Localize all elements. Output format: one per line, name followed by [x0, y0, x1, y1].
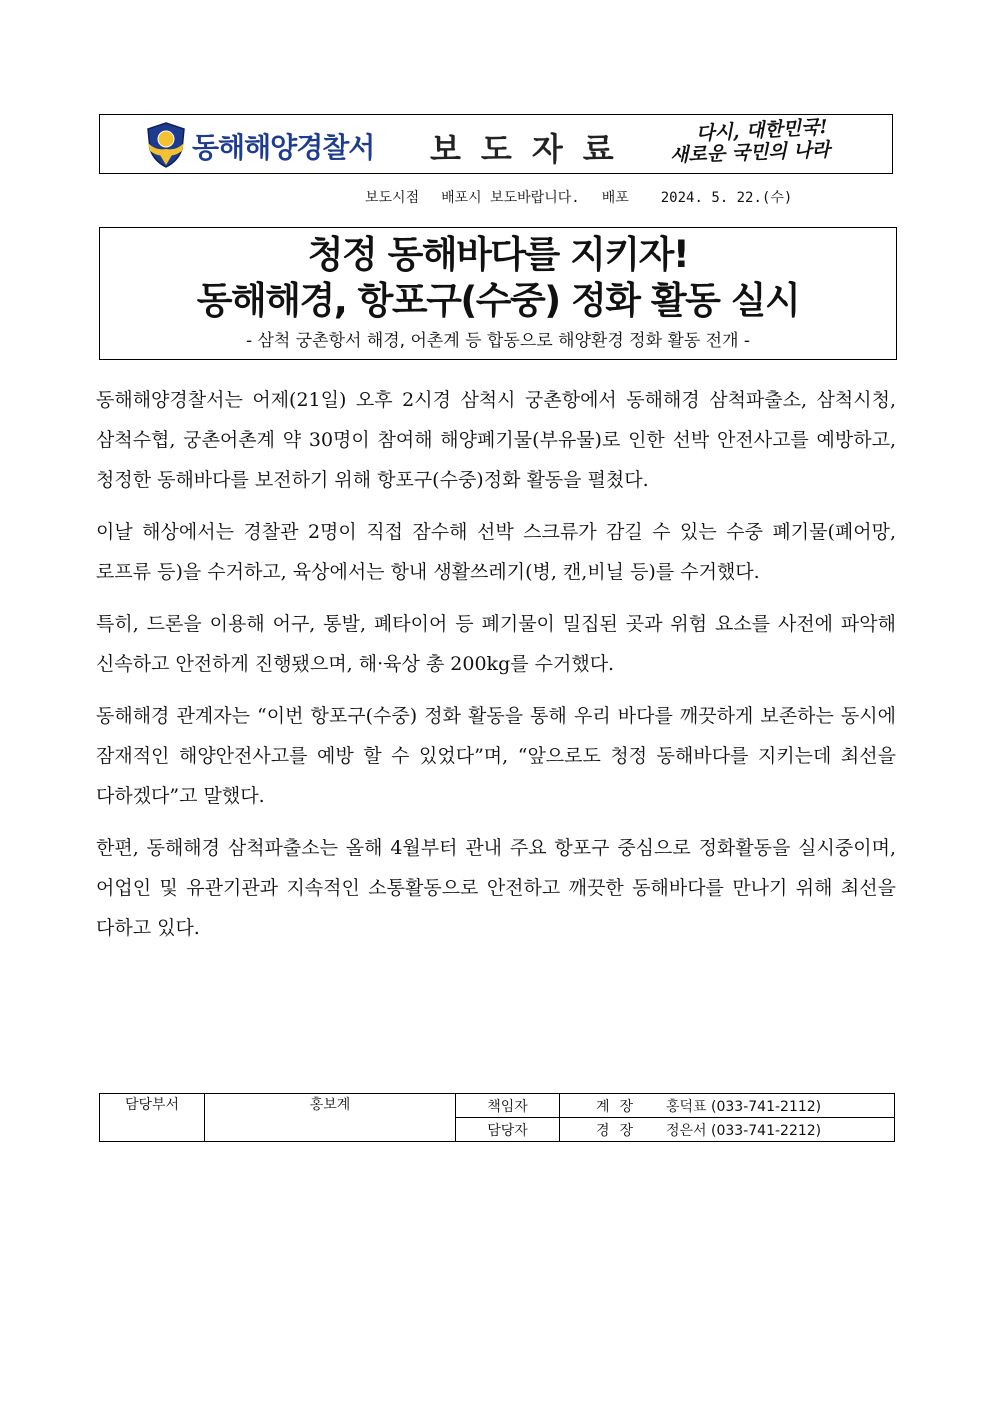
- contact-table: [99, 1093, 895, 1142]
- contact-rank: 경장: [596, 1122, 644, 1139]
- distribution-label: 배포: [601, 190, 629, 206]
- org-name: 동해해양경찰서: [192, 131, 375, 164]
- contact-person: [560, 1118, 895, 1142]
- press-release-label: 보도자료: [430, 130, 634, 168]
- contact-person: [560, 1094, 895, 1118]
- release-info: [365, 187, 792, 207]
- release-timing-value: 배포시 보도바랍니다.: [441, 190, 580, 206]
- body-paragraph: 동해해경 관계자는 “이번 항포구(수중) 정화 활동을 통해 우리 바다를 깨끗하게 보존하는 동시에 잠재적인 해양안전사고를 예방 할 수 있었다”며, “앞으로도 청정 동해바다를 지키는데 최선을 다하겠다”고 말했다.: [96, 705, 896, 807]
- slogan-line-1: 다시, 대한민국!: [695, 115, 829, 145]
- contact-role: 책임자: [456, 1094, 560, 1118]
- body-paragraph: 한편, 동해해경 삼척파출소는 올해 4월부터 관내 주요 항포구 중심으로 정화활동을 실시중이며, 어업인 및 유관기관과 지속적인 소통활동으로 안전하고 깨끗한 동해바다를 만나기 위해 최선을 다하고 있다.: [96, 837, 896, 939]
- coast-guard-emblem-icon: [144, 121, 188, 169]
- body-paragraph: 특히, 드론을 이용해 어구, 통발, 폐타이어 등 폐기물이 밀집된 곳과 위험 요소를 사전에 파악해 신속하고 안전하게 진행됐으며, 해·육상 총 200kg를 수거했다.: [96, 613, 896, 675]
- headline-box: [99, 227, 897, 360]
- subheadline: - 삼척 궁촌항서 해경, 어촌계 등 합동으로 해양환경 정화 활동 전개 -: [245, 331, 751, 351]
- dept-label: 담당부서: [100, 1094, 205, 1142]
- dept-value: 홍보계: [205, 1094, 456, 1142]
- release-timing-label: 보도시점: [365, 190, 420, 206]
- contact-role: 담당자: [456, 1118, 560, 1142]
- release-date: 2024. 5. 22.(수): [660, 190, 793, 206]
- slogan: [669, 115, 870, 167]
- headline-line-1: 청정 동해바다를 지키자!: [307, 233, 689, 276]
- headline-line-2: 동해해경, 항포구(수중) 정화 활동 실시: [196, 279, 800, 322]
- contact-rank: 계장: [596, 1098, 644, 1115]
- contact-name-phone: 홍덕표 (033-741-2112): [666, 1098, 822, 1115]
- contact-name-phone: 정은서 (033-741-2212): [666, 1122, 822, 1139]
- slogan-line-2: 새로운 국민의 나라: [669, 138, 831, 167]
- table-row: [100, 1094, 895, 1118]
- press-release-header: [99, 114, 893, 174]
- article-body: [96, 380, 896, 960]
- body-paragraph: 동해해양경찰서는 어제(21일) 오후 2시경 삼척시 궁촌항에서 동해해경 삼척파출소, 삼척시청, 삼척수협, 궁촌어촌계 약 30명이 참여해 해양폐기물(부유물)로 인한 선박 안전사고를 예방하고, 청정한 동해바다를 보전하기 위해 항포구(수중)정화 활동을 펼쳤다.: [96, 389, 896, 491]
- body-paragraph: 이날 해상에서는 경찰관 2명이 직접 잠수해 선박 스크류가 감길 수 있는 수중 폐기물(폐어망, 로프류 등)을 수거하고, 육상에서는 항내 생활쓰레기(병, 캔,비닐 등)를 수거했다.: [96, 521, 896, 583]
